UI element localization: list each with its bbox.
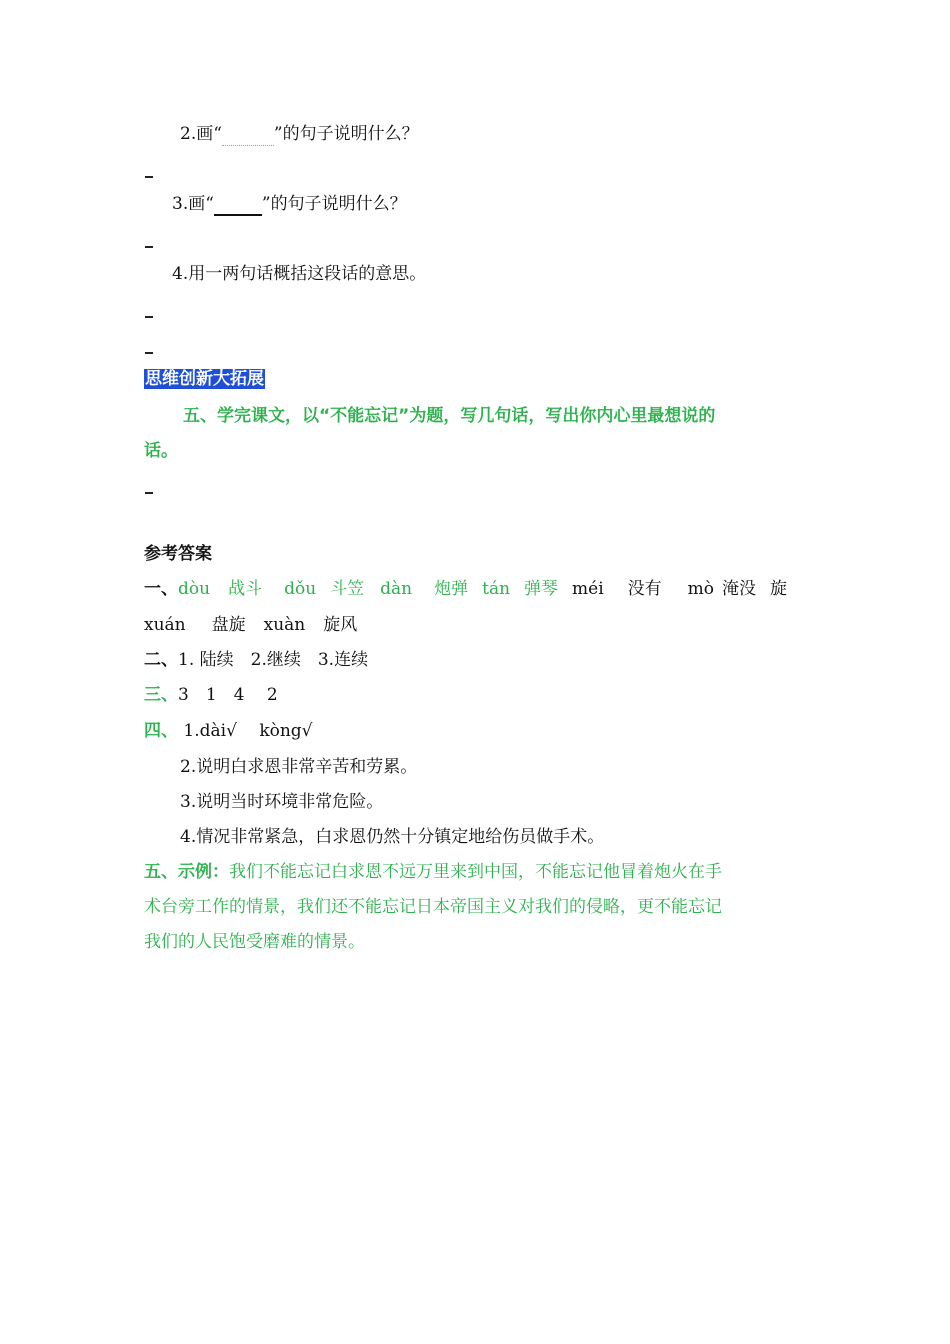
answer-1-item: mò [687, 579, 715, 599]
section-title [144, 367, 265, 391]
answer-2-label: 二、 [144, 650, 178, 670]
answer-4-line4: 4.情况非常紧急，白求恩仍然十分镇定地给伤员做手术。 [180, 827, 605, 847]
answer-1-item: 盘旋 [211, 615, 246, 635]
answer-1-line1 [144, 577, 787, 601]
answer-5-line3: 我们的人民饱受磨难的情景。 [144, 932, 365, 952]
q2-prefix: 2.画“ [180, 124, 222, 144]
answer-1-item: 战斗 [228, 579, 263, 599]
answer-1-item: 旋 [770, 579, 788, 599]
answer-line-mark [145, 246, 153, 248]
answer-1-item: 旋风 [323, 615, 358, 635]
answer-line-mark [145, 316, 153, 318]
answer-1-item: 淹没 [722, 579, 757, 599]
wavy-underline-blank [222, 125, 274, 146]
answer-2-text: 1. 陆续 2.继续 3.连续 [178, 650, 369, 670]
question-5-line1: 五、学完课文，以“不能忘记”为题，写几句话，写出你内心里最想说的 [183, 406, 716, 426]
answer-1-item: 弹琴 [524, 579, 559, 599]
section-title-text: 思维创新大拓展 [145, 369, 264, 389]
answer-1-line2 [144, 613, 357, 637]
answer-1-item: méi [572, 579, 604, 599]
question-5-line2: 话。 [144, 441, 178, 461]
answer-4-line1 [144, 719, 313, 743]
answer-line-mark [145, 492, 153, 494]
answer-4-line3: 3.说明当时环境非常危险。 [180, 792, 384, 812]
answer-1-label: 一、 [144, 579, 178, 599]
answer-1-item: xuán [144, 615, 186, 635]
solid-underline-blank [214, 194, 262, 216]
answer-1-item: xuàn [263, 615, 306, 635]
answer-1-item: dòu [178, 579, 211, 599]
answer-5-text: 我们不能忘记白求恩不远万里来到中国，不能忘记他冒着炮火在手 [229, 862, 722, 882]
answer-1-item: 炮弹 [434, 579, 469, 599]
answer-1-item: 没有 [627, 579, 662, 599]
answer-1-item: dǒu [284, 579, 317, 599]
answer-3 [144, 683, 278, 707]
question-2 [180, 122, 419, 146]
q3-prefix: 3.画“ [172, 194, 214, 214]
answer-5-line1 [144, 860, 722, 884]
answer-1-item: tán [482, 579, 511, 599]
answer-1-item: dàn [380, 579, 413, 599]
answer-4-label: 四、 [144, 721, 178, 741]
q2-suffix: ”的句子说明什么？ [273, 124, 419, 144]
answer-5-line2: 术台旁工作的情景，我们还不能忘记日本帝国主义对我们的侵略，更不能忘记 [144, 897, 722, 917]
answer-4-line2: 2.说明白求恩非常辛苦和劳累。 [180, 757, 418, 777]
answer-1-item: 斗笠 [330, 579, 365, 599]
question-3 [172, 192, 407, 216]
q3-suffix: ”的句子说明什么？ [261, 194, 407, 214]
answer-3-label: 三、 [144, 685, 178, 705]
question-4: 4.用一两句话概括这段话的意思。 [172, 264, 427, 284]
answer-line-mark [145, 352, 153, 354]
answer-2 [144, 648, 368, 672]
answers-title: 参考答案 [144, 544, 212, 564]
answer-line-mark [145, 176, 153, 178]
answer-5-label: 五、示例： [144, 862, 229, 882]
answer-4-text: 1.dài√ kòng√ [178, 721, 313, 741]
answer-3-text: 3 1 4 2 [178, 685, 278, 705]
